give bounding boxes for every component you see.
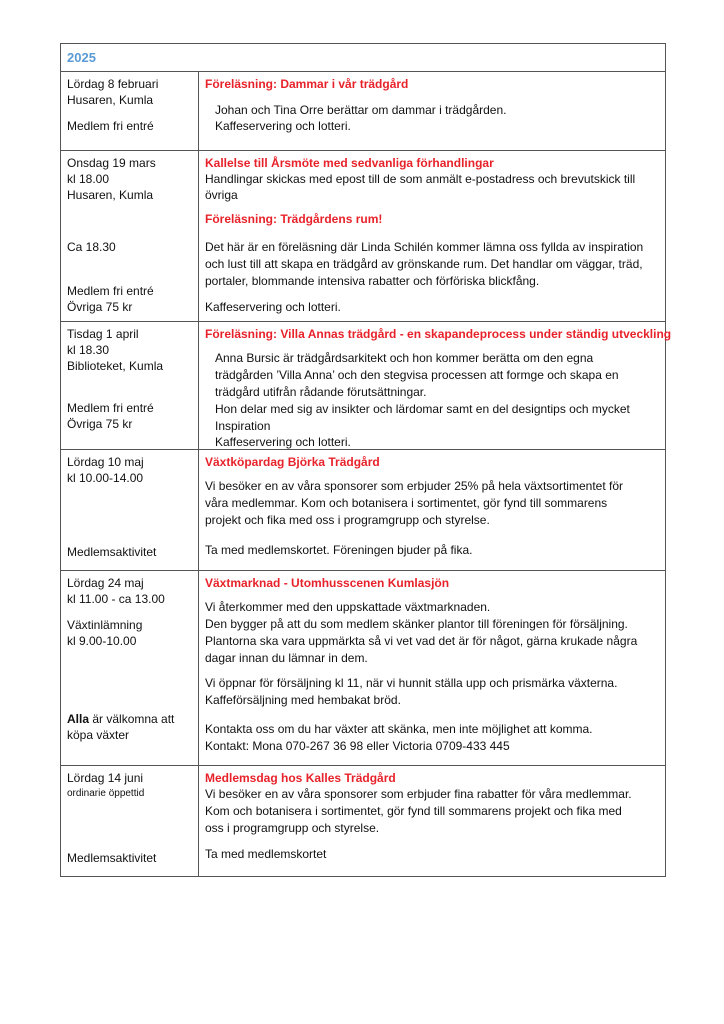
event-price: Medlem fri entré [67, 401, 154, 415]
event-time: Ca 18.30 [67, 240, 116, 254]
event-time: ordinarie öppettid [67, 788, 145, 799]
event-title: Växtmarknad - Utomhusscenen Kumlasjön [205, 576, 450, 590]
event-title: Föreläsning: Villa Annas trädgård - en skapandeprocess under ständig utveckling [205, 327, 672, 341]
event-contact: Kontakt: Mona 070-267 36 98 eller Victoria 0709-433 445 [205, 739, 510, 753]
event-venue: Husaren, Kumla [67, 188, 154, 202]
event-text-line: oss i programgrupp och styrelse. [205, 821, 380, 835]
event-text-line: Det här är en föreläsning där Linda Schilén kommer lämna oss fyllda av inspiration [205, 240, 644, 254]
event-venue: Husaren, Kumla [67, 93, 154, 107]
event-text-line: Hon delar med sig av insikter och lärdomar samt en del designtips och mycket [215, 402, 630, 416]
event-text-line: trädgård utifrån rådande förutsättningar. [215, 385, 427, 399]
event-text-line: Anna Bursic är trädgårdsarkitekt och hon kommer berätta om den egna [215, 351, 594, 365]
event-text-line: Kaffeförsäljning med hembakat bröd. [205, 693, 401, 707]
event-audience-text: är välkomna att [89, 712, 175, 726]
event-info-cell [199, 450, 666, 571]
event-info-cell [199, 151, 666, 322]
event-text-line: Vi återkommer med den uppskattade växtmarknaden. [205, 600, 491, 614]
year-row [61, 44, 666, 72]
event-text-line: Johan och Tina Orre berättar om dammar i trädgården. [215, 103, 507, 117]
event-date: Tisdag 1 april [67, 327, 139, 341]
event-row [61, 450, 666, 571]
event-text-line: våra medlemmar. Kom och botanisera i sortimentet, gör fynd till sommarens [205, 496, 608, 510]
event-price: Övriga 75 kr [67, 417, 133, 431]
event-price: Medlem fri entré [67, 284, 154, 298]
event-text-line: portaler, blommande intensiva rabatter och förföriska blickfång. [205, 274, 540, 288]
event-audience: köpa växter [67, 728, 130, 742]
event-date-cell [61, 322, 199, 450]
event-text-line: övriga [205, 188, 238, 202]
program-table [60, 43, 672, 877]
event-type: Medlemsaktivitet [67, 851, 157, 865]
event-title: Medlemsdag hos Kalles Trädgård [205, 771, 396, 785]
event-date: Lördag 8 februari [67, 77, 159, 91]
event-info-cell [199, 571, 666, 766]
event-row [61, 151, 666, 322]
event-row [61, 322, 666, 450]
event-date: Lördag 24 maj [67, 576, 144, 590]
event-date: Onsdag 19 mars [67, 156, 156, 170]
event-text-line: Vi besöker en av våra sponsorer som erbjuder 25% på hela växtsortimentet för [205, 479, 623, 493]
event-text-line: Kontakta oss om du har växter att skänka, men inte möjlighet att komma. [205, 722, 593, 736]
event-text-line: Den bygger på att du som medlem skänker plantor till föreningen för försäljning. [205, 617, 628, 631]
event-price: Medlem fri entré [67, 119, 154, 133]
event-text-line: Vi besöker en av våra sponsorer som erbjuder fina rabatter för våra medlemmar. [205, 787, 632, 801]
year-cell [61, 44, 666, 72]
event-text-line: Handlingar skickas med epost till de som anmält e-postadress och brevutskick till [205, 172, 636, 186]
event-text-line: trädgården ’Villa Anna’ och den stegvisa processen att formge och skapa en [215, 368, 619, 382]
event-date: Lördag 14 juni [67, 771, 144, 785]
event-date: Lördag 10 maj [67, 455, 144, 469]
event-date-cell [61, 766, 199, 877]
event-title: Föreläsning: Trädgårdens rum! [205, 212, 383, 226]
event-date-cell [61, 151, 199, 322]
event-info-cell [199, 72, 666, 151]
event-text-line: Inspiration [215, 419, 271, 433]
event-date-cell [61, 571, 199, 766]
event-title: Kallelse till Årsmöte med sedvanliga förhandlingar [205, 156, 494, 170]
event-title: Växtköpardag Björka Trädgård [205, 455, 380, 469]
event-date-cell [61, 72, 199, 151]
event-text-line: projekt och fika med oss i programgrupp och styrelse. [205, 513, 490, 527]
event-text-line: Ta med medlemskortet [205, 847, 327, 861]
event-row [61, 571, 666, 766]
event-text-line: och lust till att skapa en trädgård av grönskande rum. Det handlar om väggar, träd, [205, 257, 643, 271]
year-heading: 2025 [67, 50, 96, 65]
event-time: kl 18.30 [67, 343, 110, 357]
event-text-line: Plantorna ska vara uppmärkta så vi vet vad det är för något, gärna krukade några [205, 634, 638, 648]
event-type: Medlemsaktivitet [67, 545, 157, 559]
event-time: kl 18.00 [67, 172, 110, 186]
event-date-cell [61, 450, 199, 571]
event-text-line: dagar innan du lämnar in dem. [205, 651, 368, 665]
event-text-line: Kom och botanisera i sortimentet, gör fynd till sommarens projekt och fika med [205, 804, 622, 818]
event-time: kl 10.00-14.00 [67, 471, 144, 485]
event-title: Föreläsning: Dammar i vår trädgård [205, 77, 409, 91]
event-dropoff-label: Växtinlämning [67, 618, 143, 632]
event-price: Övriga 75 kr [67, 300, 133, 314]
event-text-line: Ta med medlemskortet. Föreningen bjuder på fika. [205, 543, 473, 557]
event-time: kl 11.00 - ca 13.00 [67, 592, 165, 606]
event-time: kl 9.00-10.00 [67, 634, 137, 648]
event-row [61, 72, 666, 151]
event-audience-emphasis: Alla [67, 712, 90, 726]
event-audience [67, 711, 174, 727]
event-row [61, 766, 666, 877]
event-text-line: Vi öppnar för försäljning kl 11, när vi hunnit ställa upp och prismärka växterna. [205, 676, 618, 690]
event-venue: Biblioteket, Kumla [67, 359, 164, 373]
event-text-line: Kaffeservering och lotteri. [205, 300, 341, 314]
event-info-cell [199, 766, 666, 877]
event-text-line: Kaffeservering och lotteri. [215, 119, 351, 133]
event-text-line: Kaffeservering och lotteri. [215, 435, 351, 449]
event-info-cell [199, 322, 672, 450]
